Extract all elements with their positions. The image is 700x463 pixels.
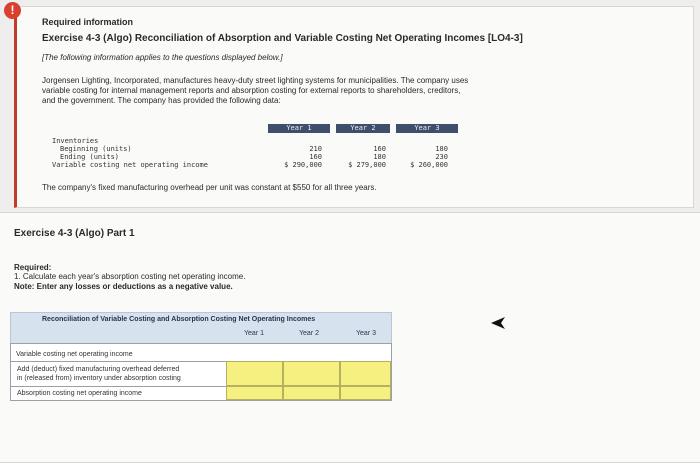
ending-year-3: 230 <box>435 153 448 161</box>
year-1-header: Year 1 <box>268 124 330 133</box>
vcni-year-2: $ 279,000 <box>348 161 386 169</box>
recon-year-2: Year 2 <box>299 330 319 337</box>
note-italic: [The following information applies to the questions displayed below.] <box>42 53 283 62</box>
inventories-label: Inventories <box>52 137 99 145</box>
recon-year-1: Year 1 <box>244 330 264 337</box>
required-info-heading: Required information <box>42 17 134 27</box>
vcni-year-1: $ 290,000 <box>284 161 322 169</box>
part-title: Exercise 4-3 (Algo) Part 1 <box>14 228 135 239</box>
year-2-header: Year 2 <box>336 124 390 133</box>
ending-year-1: 160 <box>309 153 322 161</box>
adjustment-year-1-input[interactable] <box>226 361 283 386</box>
ending-year-2: 180 <box>373 153 386 161</box>
recon-row-acni-label: Absorption costing net operating income <box>17 390 142 397</box>
acni-year-2-input[interactable] <box>283 386 340 400</box>
beginning-units-label: Beginning (units) <box>60 145 132 153</box>
acni-year-1-input[interactable] <box>226 386 283 400</box>
recon-year-3: Year 3 <box>356 330 376 337</box>
recon-row-vcni-label: Variable costing net operating income <box>16 351 133 358</box>
adjustment-year-3-input[interactable] <box>340 361 391 386</box>
vcni-label: Variable costing net operating income <box>52 161 208 169</box>
cursor-icon <box>490 316 506 330</box>
adjustment-year-2-input[interactable] <box>283 361 340 386</box>
year-3-header: Year 3 <box>396 124 458 133</box>
description-line-3: and the government. The company has provided the following data: <box>42 96 281 105</box>
fixed-overhead-note: The company's fixed manufacturing overhead per unit was constant at $550 for all three years. <box>42 183 377 192</box>
description-line-2: variable costing for internal management reports and absorption costing for external reports to shareholders, creditors, <box>42 86 461 95</box>
acni-year-3-input[interactable] <box>340 386 391 400</box>
negative-value-note: Note: Enter any losses or deductions as a negative value. <box>14 282 233 291</box>
alert-icon: ! <box>4 2 21 19</box>
beginning-year-2: 160 <box>373 145 386 153</box>
recon-row-adjustment-label-2: in (released from) inventory under absorption costing <box>17 375 181 382</box>
ending-units-label: Ending (units) <box>60 153 120 161</box>
recon-row-adjustment-label-1: Add (deduct) fixed manufacturing overhead deferred <box>17 366 180 373</box>
description-line-1: Jorgensen Lighting, Incorporated, manufactures heavy-duty street lighting systems for municipalities. The company uses <box>42 76 469 85</box>
beginning-year-3: 180 <box>435 145 448 153</box>
recon-row-vcni <box>10 348 390 361</box>
recon-title: Reconciliation of Variable Costing and Absorption Costing Net Operating Incomes <box>42 316 316 323</box>
beginning-year-1: 210 <box>309 145 322 153</box>
required-label: Required: <box>14 263 52 272</box>
vcni-year-3: $ 260,000 <box>410 161 448 169</box>
exercise-title: Exercise 4-3 (Algo) Reconciliation of Absorption and Variable Costing Net Operating Incomes [LO4-3] <box>42 33 523 44</box>
required-text: 1. Calculate each year's absorption costing net operating income. <box>14 272 246 281</box>
